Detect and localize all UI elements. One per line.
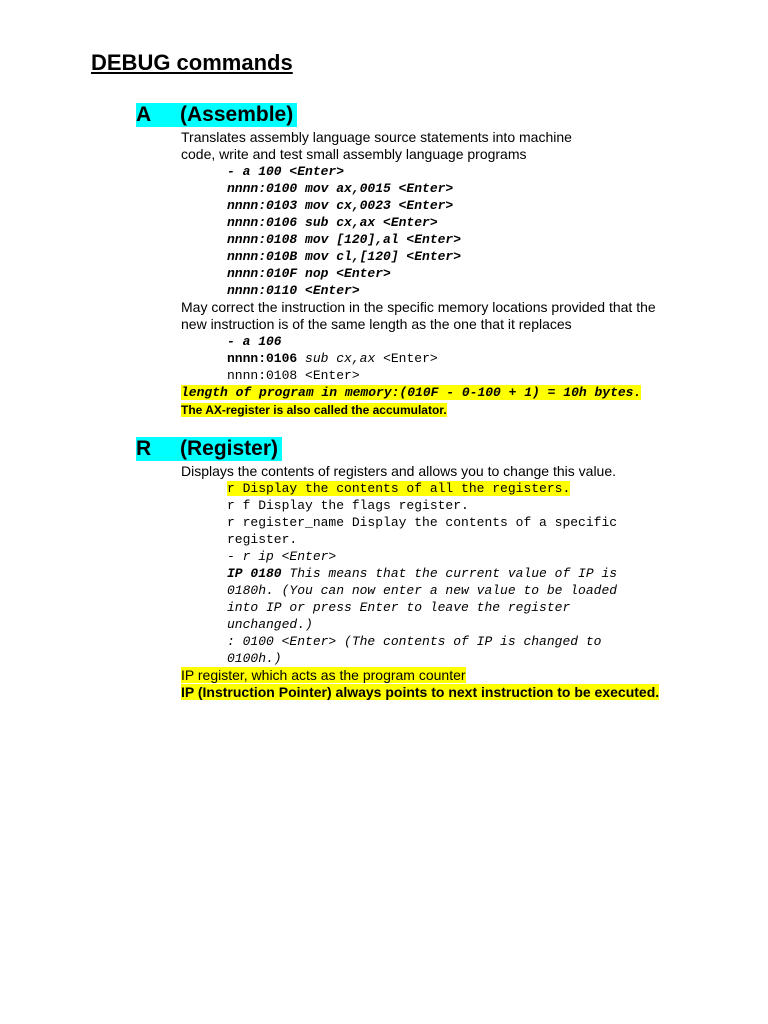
assemble-correct-1: May correct the instruction in the specific memory locations provided that the bbox=[181, 299, 656, 315]
code-line: nnnn:0108 mov [120],al <Enter> bbox=[227, 232, 462, 247]
ax-note: The AX-register is also called the accumulator. bbox=[181, 403, 447, 417]
length-note: length of program in memory:(010F - 0-100 + 1) = 10h bytes. bbox=[181, 385, 642, 400]
section-name: (Register) bbox=[180, 437, 279, 460]
code-addr: nnnn:0106 bbox=[227, 351, 298, 366]
code-line: nnnn:0100 mov ax,0015 <Enter> bbox=[227, 181, 454, 196]
code-line: register. bbox=[227, 532, 298, 547]
page-title: DEBUG commands bbox=[91, 50, 293, 75]
code-line: nnnn:0106 sub cx,ax <Enter> bbox=[227, 215, 438, 230]
code-line: nnnn:0110 <Enter> bbox=[227, 283, 360, 298]
length-note-line bbox=[181, 384, 741, 401]
register-note-2: IP (Instruction Pointer) always points to next instruction to be executed. bbox=[181, 684, 660, 700]
register-desc: Displays the contents of registers and allows you to change this value. bbox=[181, 463, 617, 479]
register-body bbox=[181, 463, 741, 701]
code-line: 0180h. (You can now enter a new value to be loaded bbox=[227, 583, 618, 598]
code-line: nnnn:010F nop <Enter> bbox=[227, 266, 391, 281]
code-line: r register_name Display the contents of a specific bbox=[227, 515, 618, 530]
register-line-1: r Display the contents of all the registers. bbox=[227, 481, 571, 496]
register-note-1: IP register, which acts as the program counter bbox=[181, 667, 466, 683]
code-line: nnnn:010B mov cl,[120] <Enter> bbox=[227, 249, 462, 264]
section-header-register bbox=[136, 437, 282, 461]
ax-note-line bbox=[181, 401, 741, 419]
section-name: (Assemble) bbox=[180, 103, 294, 126]
code-line bbox=[181, 565, 741, 582]
ip-text: This means that the current value of IP is bbox=[281, 566, 618, 581]
register-note-1-line bbox=[181, 667, 741, 684]
code-line: nnnn:0103 mov cx,0023 <Enter> bbox=[227, 198, 454, 213]
code-line: - a 100 <Enter> bbox=[227, 164, 345, 179]
code-line: - r ip <Enter> bbox=[227, 549, 337, 564]
section-letter: A bbox=[136, 103, 152, 126]
assemble-correct-2: new instruction is of the same length as the one that it replaces bbox=[181, 316, 572, 332]
code-line bbox=[181, 480, 741, 497]
code-instr: sub cx,ax bbox=[305, 351, 376, 366]
code-enter: <Enter> bbox=[383, 351, 438, 366]
code-line bbox=[181, 350, 741, 367]
code-line: nnnn:0108 <Enter> bbox=[227, 368, 360, 383]
code-line: 0100h.) bbox=[227, 651, 282, 666]
register-note-2-line bbox=[181, 684, 741, 701]
assemble-body bbox=[181, 129, 741, 419]
code-line: - a 106 bbox=[227, 334, 282, 349]
code-line: unchanged.) bbox=[227, 617, 313, 632]
code-line: r f Display the flags register. bbox=[227, 498, 469, 513]
code-line: into IP or press Enter to leave the register bbox=[227, 600, 571, 615]
section-header-assemble bbox=[136, 103, 297, 127]
section-letter: R bbox=[136, 437, 152, 460]
ip-label: IP 0180 bbox=[227, 566, 282, 581]
assemble-desc-2: code, write and test small assembly language programs bbox=[181, 146, 527, 162]
code-line: : 0100 <Enter> (The contents of IP is changed to bbox=[227, 634, 602, 649]
assemble-desc-1: Translates assembly language source statements into machine bbox=[181, 129, 572, 145]
